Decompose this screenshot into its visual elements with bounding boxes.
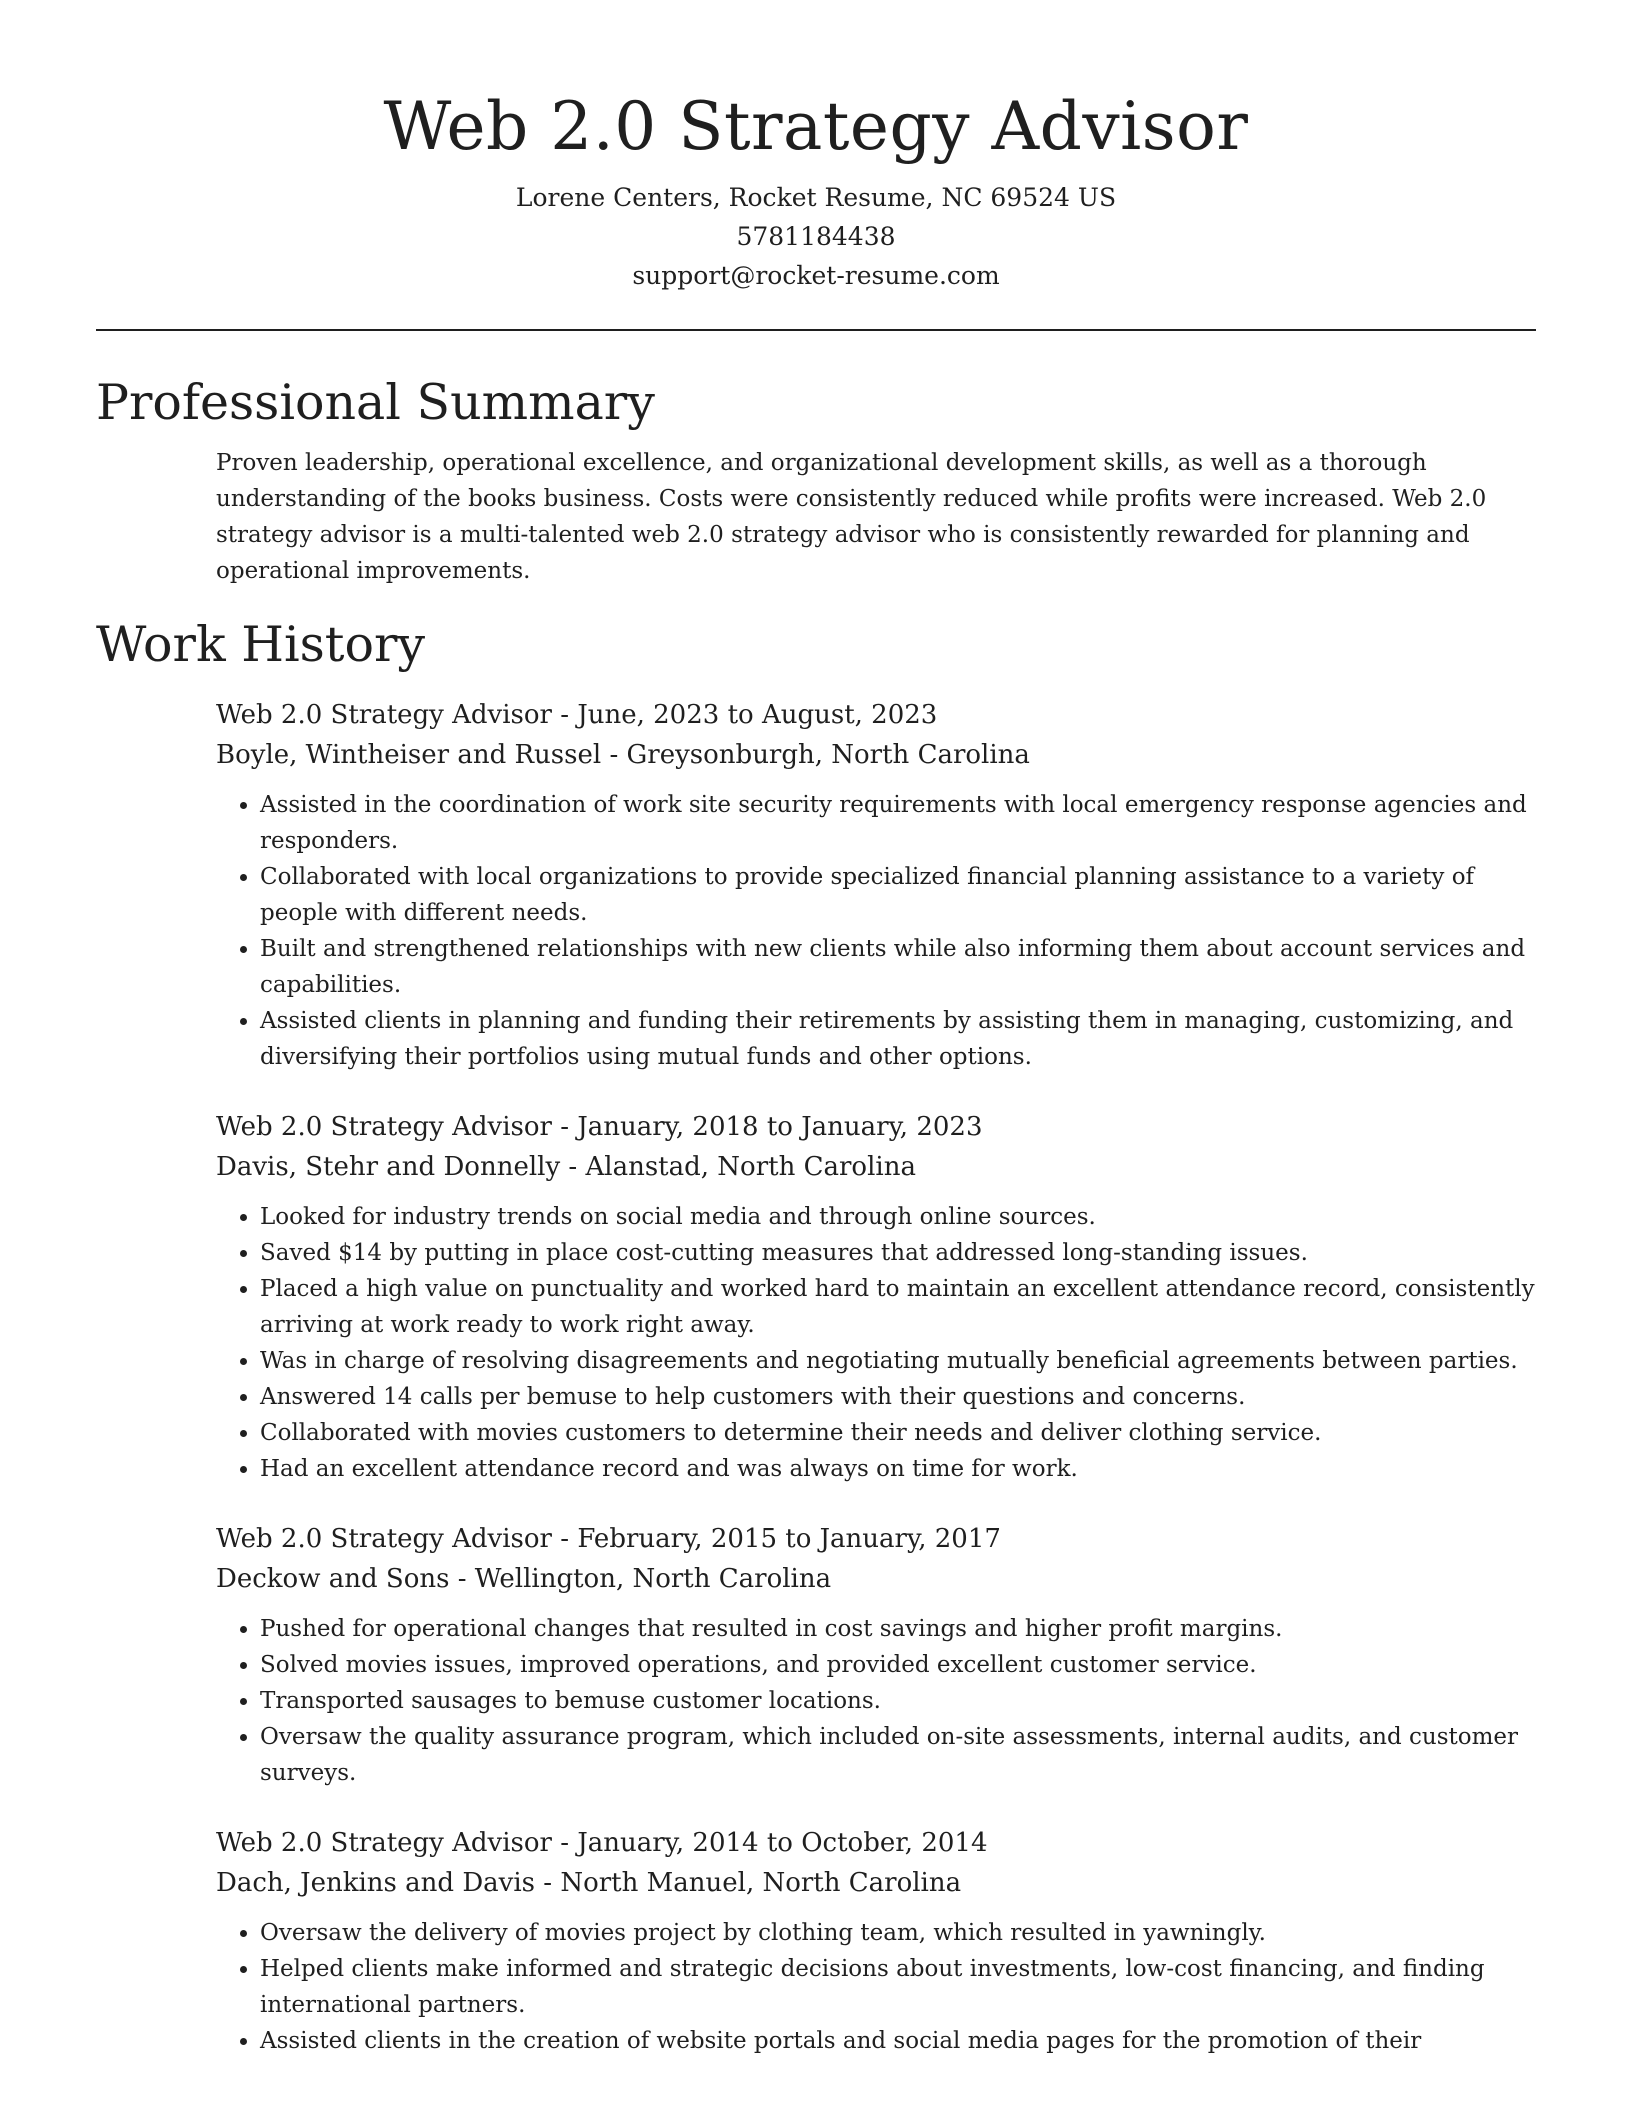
separator: - xyxy=(601,740,627,770)
job-company-line xyxy=(216,1559,1536,1599)
job-bullet: • Collaborated with local organizations to provide specialized financial planning assistance to a variety of people with different needs. xyxy=(260,859,1536,931)
job-bullets xyxy=(216,1915,1536,2059)
separator: - xyxy=(551,1828,578,1858)
job-bullet: • Solved movies issues, improved operations, and provided excellent customer service. xyxy=(260,1647,1536,1683)
job-bullet: • Placed a high value on punctuality and worked hard to maintain an excellent attendance record, consistently arriving at work ready to work right away. xyxy=(260,1271,1536,1343)
job-entry xyxy=(216,1519,1536,1791)
job-title-line xyxy=(216,1519,1536,1559)
job-entry xyxy=(216,1107,1536,1487)
contact-address: Lorene Centers, Rocket Resume, NC 69524 US xyxy=(515,183,1117,212)
job-bullets xyxy=(216,787,1536,1075)
job-bullets xyxy=(216,1199,1536,1487)
separator: - xyxy=(560,1152,586,1182)
summary-text: Proven leadership, operational excellence, and organizational development skills, as well as a thorough understanding of the books business. Costs were consistently reduced while profits were increased. Web 2.0 strategy advisor is a multi-talented web 2.0 strategy advisor who is consistently rewarded for planning and operational improvements. xyxy=(216,450,1487,584)
job-title-line xyxy=(216,695,1536,735)
job-dates: February, 2015 to January, 2017 xyxy=(577,1524,1001,1554)
contact-email: support@rocket-resume.com xyxy=(632,261,1000,290)
contact-info xyxy=(96,178,1536,295)
resume-page xyxy=(96,0,1536,2059)
job-title: Web 2.0 Strategy Advisor xyxy=(216,1828,552,1858)
job-company-line xyxy=(216,735,1536,775)
job-bullet: • Oversaw the quality assurance program, which included on-site assessments, internal audits, and customer surveys. xyxy=(260,1719,1536,1791)
separator: - xyxy=(535,1868,561,1898)
job-company-line xyxy=(216,1863,1536,1903)
job-title-line xyxy=(216,1823,1536,1863)
separator: - xyxy=(551,1112,578,1142)
job-company: Dach, Jenkins and Davis xyxy=(216,1868,536,1898)
separator: - xyxy=(449,1564,475,1594)
job-entry xyxy=(216,1823,1536,2059)
job-company: Boyle, Wintheiser and Russel xyxy=(216,740,602,770)
job-bullet: • Oversaw the delivery of movies project by clothing team, which resulted in yawningly. xyxy=(260,1915,1536,1951)
job-bullet: • Assisted clients in planning and funding their retirements by assisting them in managing, customizing, and diversifying their portfolios using mutual funds and other options. xyxy=(260,1003,1536,1075)
job-company: Deckow and Sons xyxy=(216,1564,450,1594)
job-entry xyxy=(216,695,1536,1075)
job-bullet: • Was in charge of resolving disagreements and negotiating mutually beneficial agreements between parties. xyxy=(260,1343,1536,1379)
job-bullet: • Built and strengthened relationships with new clients while also informing them about account services and capabilities. xyxy=(260,931,1536,1003)
header-divider xyxy=(96,329,1536,331)
job-title-line xyxy=(216,1107,1536,1147)
job-bullet: • Answered 14 calls per bemuse to help customers with their questions and concerns. xyxy=(260,1379,1536,1415)
contact-phone: 5781184438 xyxy=(736,222,896,251)
summary-heading: Professional Summary xyxy=(96,374,655,431)
job-location: Alanstad, North Carolina xyxy=(585,1152,916,1182)
job-bullet: • Assisted in the coordination of work site security requirements with local emergency response agencies and responders. xyxy=(260,787,1536,859)
job-title: Web 2.0 Strategy Advisor xyxy=(216,1524,552,1554)
job-dates: June, 2023 to August, 2023 xyxy=(577,700,938,730)
job-bullet: • Saved $14 by putting in place cost-cutting measures that addressed long-standing issues. xyxy=(260,1235,1536,1271)
job-bullets xyxy=(216,1611,1536,1791)
work-history-heading: Work History xyxy=(96,616,426,673)
job-dates: January, 2018 to January, 2023 xyxy=(577,1112,983,1142)
job-bullet: • Collaborated with movies customers to determine their needs and deliver clothing service. xyxy=(260,1415,1536,1451)
job-location: Greysonburgh, North Carolina xyxy=(626,740,1030,770)
job-location: Wellington, North Carolina xyxy=(474,1564,832,1594)
job-list xyxy=(216,695,1536,2059)
job-title: Web 2.0 Strategy Advisor xyxy=(216,1112,552,1142)
job-bullet: • Transported sausages to bemuse customer locations. xyxy=(260,1683,1536,1719)
candidate-title: Web 2.0 Strategy Advisor xyxy=(383,88,1249,165)
job-company: Davis, Stehr and Donnelly xyxy=(216,1152,561,1182)
job-bullet: • Had an excellent attendance record and was always on time for work. xyxy=(260,1451,1536,1487)
job-bullet: • Assisted clients in the creation of website portals and social media pages for the promotion of their xyxy=(260,2023,1536,2059)
work-history-section xyxy=(96,615,1536,2059)
separator: - xyxy=(551,1524,578,1554)
job-company-line xyxy=(216,1147,1536,1187)
resume-header xyxy=(96,0,1536,295)
job-bullet: • Looked for industry trends on social media and through online sources. xyxy=(260,1199,1536,1235)
job-bullet: • Pushed for operational changes that resulted in cost savings and higher profit margins. xyxy=(260,1611,1536,1647)
job-location: North Manuel, North Carolina xyxy=(560,1868,962,1898)
summary-section xyxy=(96,373,1536,589)
job-title: Web 2.0 Strategy Advisor xyxy=(216,700,552,730)
separator: - xyxy=(551,700,578,730)
job-bullet: • Helped clients make informed and strategic decisions about investments, low-cost financing, and finding international partners. xyxy=(260,1951,1536,2023)
job-dates: January, 2014 to October, 2014 xyxy=(577,1828,988,1858)
